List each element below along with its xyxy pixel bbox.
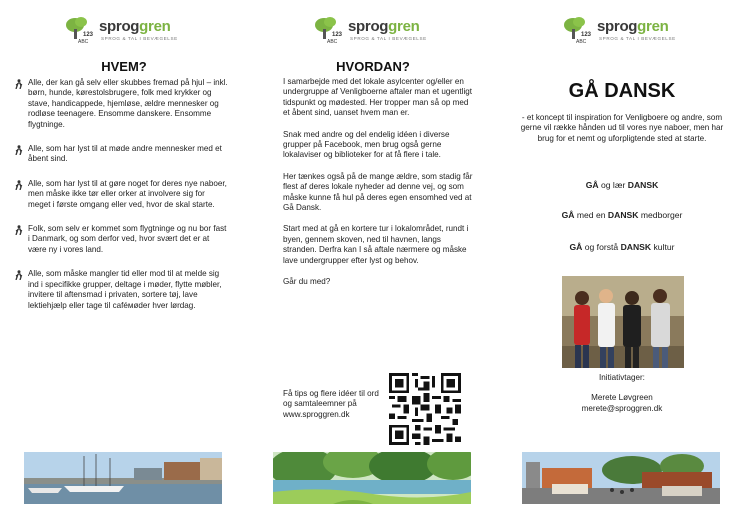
sproggren-logo [65, 14, 183, 48]
paragraph: Start med at gå en kortere tur i lokalområdet, rundt i byen, gennem skoven, ned til havnen, langs stranden. Derfra kan I så aftale nærmere og måske lave undergrupper efter lyst og behov. [283, 224, 469, 265]
slogan-line: GÅ og forstå DANSK kultur [569, 242, 675, 252]
how-paragraphs [283, 77, 473, 299]
main-title: GÅ DANSK [568, 80, 676, 102]
paragraph: Går du med? [283, 277, 331, 287]
list-item: Alle, som måske mangler tid eller mod til at melde sig ind i specifikke grupper, deltage i møder, flytte møbler, invitere til aftensmad i privaten, sortere tøj, lave lektiehjælp eller tage til caféмøder hver lørdag. [28, 269, 228, 311]
logo-tagline: SPROG & TAL I BEVÆGELSE [599, 36, 676, 41]
walking-person-icon [14, 145, 24, 155]
group-photo [562, 276, 684, 368]
qr-caption: Få tips og flere idéer til ord og samtaleemner på www.sproggren.dk [283, 389, 379, 419]
sproggren-logo [563, 14, 681, 48]
logo-mark-icon [563, 16, 593, 44]
svg-text:123: 123 [332, 32, 343, 38]
qr-code[interactable] [389, 373, 461, 445]
svg-text:ABC: ABC [327, 39, 338, 44]
list-item: Folk, som selv er kommet som flygtninge og nu bor fast i Danmark, og som derfor ved, hvor svært det er at være ny i vores land. [28, 224, 228, 255]
logo-mark-icon [314, 16, 344, 44]
panel-how [249, 0, 497, 527]
svg-text:123: 123 [581, 32, 592, 38]
panel-who [0, 0, 248, 527]
initiator-block [498, 373, 746, 414]
paragraph: Snak med andre og del endelig idéen i diverse grupper på Facebook, men brug også gerne lokalaviser og biblioteker for at få flere i tale. [283, 129, 450, 160]
paragraph: Her tænkes også på de mange ældre, som stadig får flest af deres lokale nyheder ad denne vej, og som måske kunne få hul på deres egen ensomhed ved at Gå Dansk. [283, 171, 473, 213]
list-item: Alle, som har lyst til at gøre noget for deres nye naboer, men måske ikke tør eller orker at involvere sig for meget i første omgang eller ved, hvor de skal starte. [28, 179, 228, 210]
logo-wordmark: sproggren [99, 18, 171, 35]
logo-tagline: SPROG & TAL I BEVÆGELSE [101, 36, 178, 41]
list-item: Alle, som har lyst til at møde andre mennesker med et åbent sind. [28, 144, 228, 165]
logo-wordmark: sproggren [597, 18, 669, 35]
svg-text:ABC: ABC [576, 39, 587, 44]
slogan-line: GÅ med en DANSK medborger [561, 210, 683, 220]
panel-cover [498, 0, 746, 527]
logo-tagline: SPROG & TAL I BEVÆGELSE [350, 36, 427, 41]
park-lake-photo [273, 452, 471, 504]
harbor-photo [24, 452, 222, 504]
sproggren-logo [314, 14, 432, 48]
intro-text: - et koncept til inspiration for Venligboere og andre, som gerne vil række hånden ud til vores nye naboer, men har brug for et nemt og uforpligtende sted at starte. [520, 113, 724, 143]
initiator-name: Merete Løvgreen [591, 393, 653, 403]
paragraph: I samarbejde med det lokale asylcenter og/eller en undergruppe af Venligboerne aftaler man et ugentligt tidspunkt og mødested. Her tropper man så op med et åbent sind, uanset hvem man er. [283, 77, 472, 118]
svg-text:ABC: ABC [78, 39, 89, 44]
street-market-photo [522, 452, 720, 504]
initiator-label: Initiativtager: [599, 373, 645, 382]
initiator-email[interactable]: merete@sproggren.dk [581, 403, 663, 413]
section-heading-who: HVEM? [101, 59, 147, 74]
who-bullet-list [28, 78, 228, 325]
walking-person-icon [14, 270, 24, 280]
list-item: Alle, der kan gå selv eller skubbes fremad på hjul – inkl. børn, hunde, kørestolsbrugere, folk med krykker og stave, handicappede, hjemløse, ældre mennesker og rodløse teenagere. Ensomme danskere. Ensomme flygtninge. [28, 78, 228, 130]
logo-wordmark: sproggren [348, 18, 420, 35]
walking-person-icon [14, 79, 24, 89]
svg-text:123: 123 [83, 32, 94, 38]
walking-person-icon [14, 225, 24, 235]
walking-person-icon [14, 180, 24, 190]
section-heading-how: HVORDAN? [336, 59, 410, 74]
logo-mark-icon [65, 16, 95, 44]
slogan-line: GÅ og lær DANSK [585, 180, 659, 190]
